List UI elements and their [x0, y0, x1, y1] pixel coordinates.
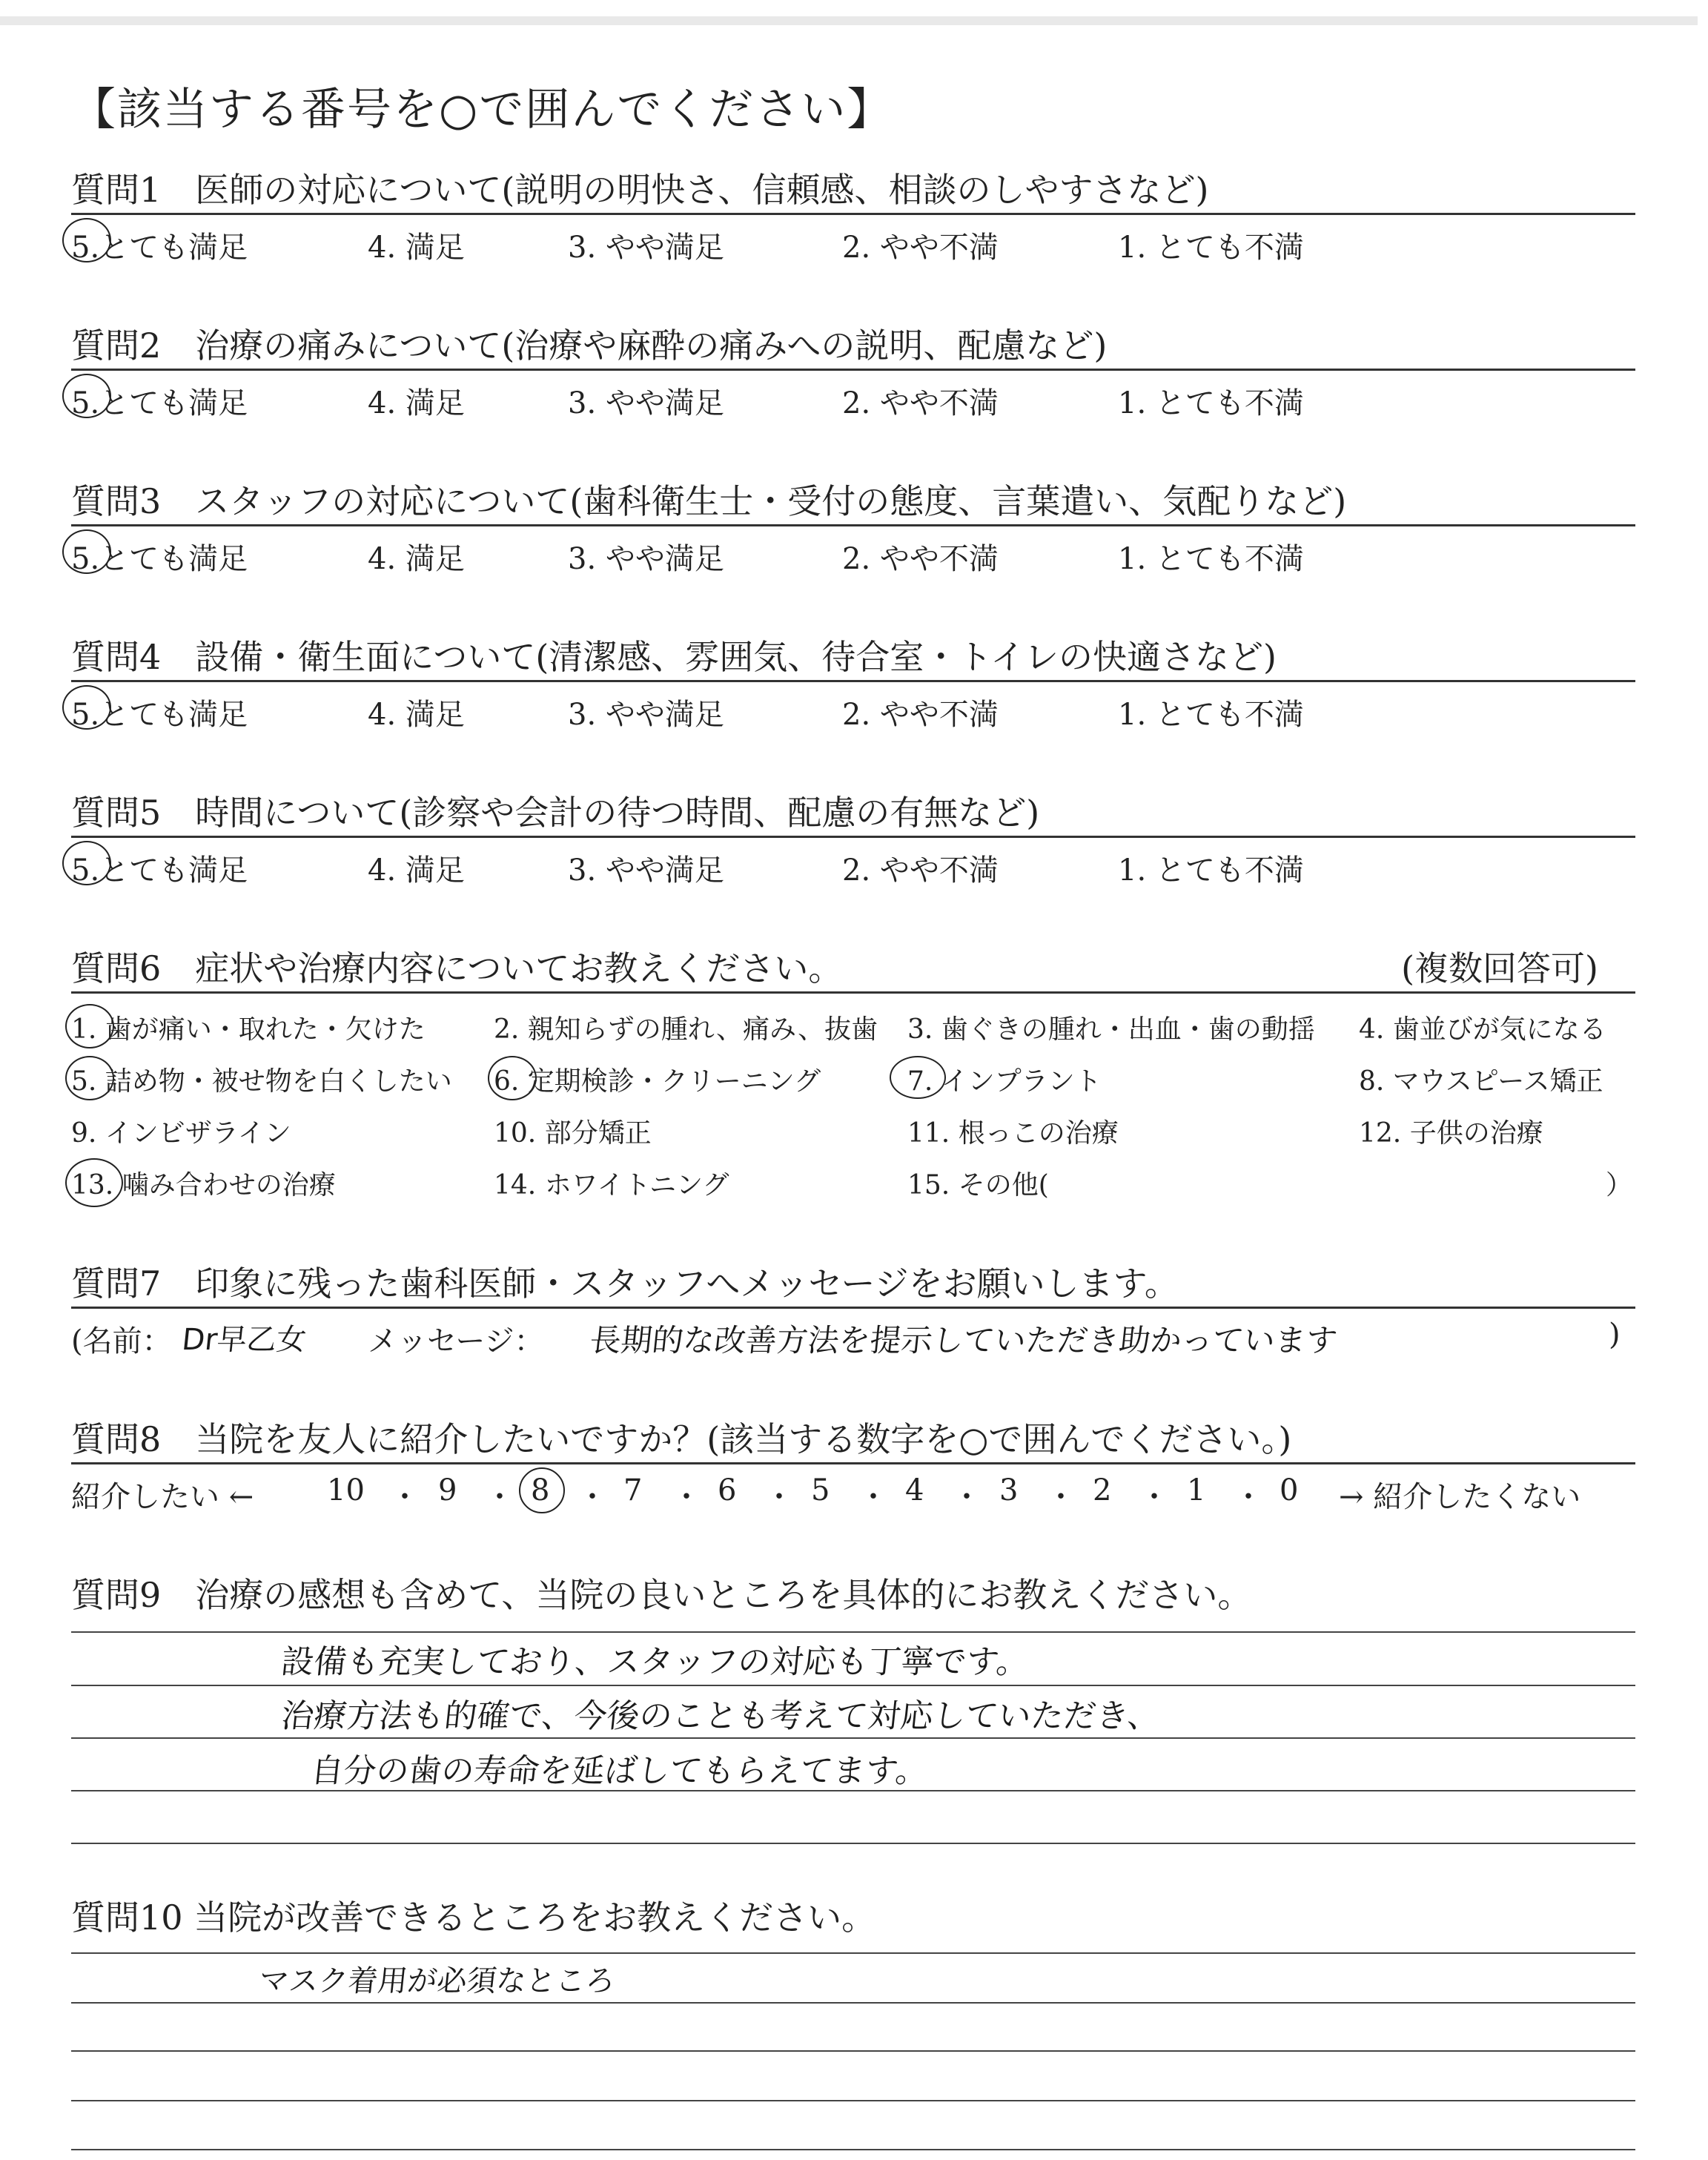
- q5-option-3[interactable]: 3. やや満足: [568, 853, 724, 888]
- answer-line: [71, 2149, 1635, 2150]
- answer-line: [71, 1843, 1635, 1844]
- q1-option-5[interactable]: 5.とても満足: [71, 231, 248, 265]
- question-7-message-row: [71, 1309, 1635, 1361]
- multiple-answer-note: (複数回答可): [1401, 948, 1598, 988]
- question-2-label: 質問2 治療の痛みについて(治療や麻酔の痛みへの説明、配慮など): [71, 323, 1635, 371]
- question-3-options: [71, 526, 1635, 578]
- q5-option-4[interactable]: 4. 満足: [368, 853, 465, 888]
- q4-option-1[interactable]: 1. とても不満: [1118, 698, 1304, 732]
- question-9: [71, 1572, 1635, 1618]
- question-6-text: 質問6 症状や治療内容についてお教えください。: [71, 948, 843, 988]
- q6-option-14[interactable]: 14. ホワイトニング: [494, 1170, 729, 1200]
- answer-line: [71, 1685, 1635, 1686]
- answer-line: [71, 2100, 1635, 2101]
- question-4: [71, 634, 1635, 734]
- question-3: [71, 478, 1635, 578]
- question-4-options: [71, 682, 1635, 734]
- question-4-label: 質問4 設備・衛生面について(清潔感、雰囲気、待合室・トイレの快適さなど): [71, 634, 1635, 682]
- q6-other-close: ）: [1606, 1170, 1633, 1200]
- q5-option-5[interactable]: 5.とても満足: [71, 853, 248, 888]
- question-5: [71, 790, 1635, 890]
- question-9-label: 質問9 治療の感想も含めて、当院の良いところを具体的にお教えください。: [71, 1575, 1252, 1615]
- q6-option-5[interactable]: 5. 詰め物・被せ物を白くしたい: [71, 1066, 452, 1097]
- scale-2[interactable]: 2: [1093, 1473, 1112, 1507]
- scale-dot: ・: [764, 1480, 794, 1514]
- scale-dot: ・: [1139, 1480, 1169, 1514]
- message-close: ): [1609, 1318, 1621, 1352]
- q2-option-1[interactable]: 1. とても不満: [1118, 386, 1304, 420]
- scale-dot: ・: [858, 1480, 888, 1514]
- q6-option-8[interactable]: 8. マウスピース矯正: [1359, 1066, 1603, 1097]
- q6-option-9[interactable]: 9. インビザライン: [71, 1118, 291, 1149]
- q6-option-10[interactable]: 10. 部分矯正: [494, 1118, 652, 1149]
- q6-option-6[interactable]: 6. 定期検診・クリーニング: [494, 1066, 821, 1097]
- question-10-label: 質問10 当院が改善できるところをお教えください。: [71, 1898, 876, 1938]
- scale-dot: ・: [952, 1480, 982, 1514]
- q1-option-4[interactable]: 4. 満足: [368, 231, 465, 265]
- q1-option-3[interactable]: 3. やや満足: [568, 231, 724, 265]
- scale-dot: ・: [1046, 1480, 1076, 1514]
- scale-5[interactable]: 5: [811, 1473, 830, 1507]
- scan-edge: [0, 16, 1698, 25]
- q6-circle-1: [65, 1004, 114, 1048]
- q5-selection-circle: [62, 841, 111, 885]
- q4-option-2[interactable]: 2. やや不満: [842, 698, 999, 732]
- question-6-label: [71, 945, 1635, 994]
- scale-dot: ・: [1234, 1480, 1263, 1514]
- q1-selection-circle: [62, 218, 111, 262]
- q3-option-1[interactable]: 1. とても不満: [1118, 542, 1304, 576]
- q6-option-7[interactable]: 7. インプラント: [907, 1066, 1102, 1097]
- q1-option-1[interactable]: 1. とても不満: [1118, 231, 1304, 265]
- message-label: メッセージ：: [368, 1324, 544, 1358]
- q6-option-13[interactable]: 13. 噛み合わせの治療: [71, 1170, 336, 1200]
- answer-line: [71, 1631, 1635, 1633]
- q3-option-2[interactable]: 2. やや不満: [842, 542, 999, 576]
- question-8: [71, 1416, 1635, 1516]
- question-6-options: [71, 994, 1635, 1201]
- question-8-label: 質問8 当院を友人に紹介したいですか？(該当する数字を○で囲んでください。): [71, 1416, 1635, 1464]
- q3-option-3[interactable]: 3. やや満足: [568, 542, 724, 576]
- question-1-options: [71, 215, 1635, 267]
- q2-selection-circle: [62, 374, 111, 418]
- scale-left-label: 紹介したい ←: [71, 1480, 254, 1514]
- scale-6[interactable]: 6: [718, 1473, 737, 1507]
- q1-option-2[interactable]: 2. やや不満: [842, 231, 999, 265]
- q6-option-1[interactable]: 1. 歯が痛い・取れた・欠けた: [71, 1014, 426, 1045]
- q5-option-2[interactable]: 2. やや不満: [842, 853, 999, 888]
- scale-8[interactable]: 8: [531, 1473, 550, 1507]
- question-6: [71, 945, 1635, 1201]
- q6-option-12[interactable]: 12. 子供の治療: [1359, 1118, 1543, 1149]
- scale-selection-circle: [519, 1467, 565, 1513]
- q6-option-11[interactable]: 11. 根っこの治療: [907, 1118, 1119, 1149]
- q2-option-4[interactable]: 4. 満足: [368, 386, 465, 420]
- q6-circle-13: [65, 1158, 123, 1207]
- question-2-options: [71, 371, 1635, 423]
- q5-option-1[interactable]: 1. とても不満: [1118, 853, 1304, 888]
- q3-selection-circle: [62, 529, 111, 574]
- name-label: (名前：: [71, 1324, 172, 1358]
- answer-line: [71, 1952, 1635, 1954]
- scale-9[interactable]: 9: [438, 1473, 457, 1507]
- q3-option-4[interactable]: 4. 満足: [368, 542, 465, 576]
- answer-line: [71, 2050, 1635, 2052]
- page-title: 【該当する番号を○で囲んでください】: [71, 84, 893, 136]
- scale-7[interactable]: 7: [623, 1473, 643, 1507]
- question-2: [71, 323, 1635, 423]
- q6-option-15[interactable]: 15. その他(: [907, 1170, 1049, 1200]
- scale-1[interactable]: 1: [1187, 1473, 1206, 1507]
- question-7-label: 質問7 印象に残った歯科医師・スタッフへメッセージをお願いします。: [71, 1261, 1635, 1309]
- message-value[interactable]: 長期的な改善方法を提示していただき助かっています: [588, 1322, 1340, 1358]
- scale-3[interactable]: 3: [999, 1473, 1019, 1507]
- q2-option-5[interactable]: 5.とても満足: [71, 386, 248, 420]
- scale-0[interactable]: 0: [1280, 1473, 1299, 1507]
- question-7: [71, 1261, 1635, 1361]
- q6-circle-6: [488, 1056, 537, 1100]
- scale-4[interactable]: 4: [905, 1473, 924, 1507]
- q4-selection-circle: [62, 685, 111, 730]
- question-5-label: 質問5 時間について(診察や会計の待つ時間、配慮の有無など): [71, 790, 1635, 838]
- q6-option-4[interactable]: 4. 歯並びが気になる: [1359, 1014, 1606, 1045]
- q4-option-3[interactable]: 3. やや満足: [568, 698, 724, 732]
- scale-dot: ・: [390, 1480, 420, 1514]
- scale-10[interactable]: 10: [327, 1473, 365, 1507]
- q6-circle-7: [890, 1056, 946, 1099]
- q9-answer-line-1[interactable]: 設備も充実しており、スタッフの対応も丁寧です。: [279, 1643, 1031, 1681]
- q2-option-2[interactable]: 2. やや不満: [842, 386, 999, 420]
- question-3-label: 質問3 スタッフの対応について(歯科衛生士・受付の態度、言葉遣い、気配りなど): [71, 478, 1635, 526]
- scale-dot: ・: [485, 1480, 514, 1514]
- q9-answer-line-3[interactable]: 自分の歯の寿命を延ばしてもらえてます。: [308, 1752, 930, 1790]
- q10-answer-line-1[interactable]: マスク着用が必須なところ: [257, 1964, 618, 1998]
- q9-answer-line-2[interactable]: 治療方法も的確で、今後のことも考えて対応していただき、: [279, 1697, 1162, 1735]
- q6-option-2[interactable]: 2. 親知らずの腫れ、痛み、抜歯: [494, 1014, 878, 1045]
- staff-name-value[interactable]: Dr早乙女: [180, 1323, 308, 1357]
- q6-option-3[interactable]: 3. 歯ぐきの腫れ・出血・歯の動揺: [907, 1014, 1315, 1045]
- q6-circle-5: [65, 1056, 114, 1100]
- answer-line: [71, 1737, 1635, 1739]
- q4-option-5[interactable]: 5.とても満足: [71, 698, 248, 732]
- q4-option-4[interactable]: 4. 満足: [368, 698, 465, 732]
- q2-option-3[interactable]: 3. やや満足: [568, 386, 724, 420]
- scale-dot: ・: [577, 1480, 607, 1514]
- scale-right-label: → 紹介したくない: [1339, 1480, 1581, 1514]
- question-1-label: 質問1 医師の対応について(説明の明快さ、信頼感、相談のしやすさなど): [71, 167, 1635, 215]
- q3-option-5[interactable]: 5.とても満足: [71, 542, 248, 576]
- scale-dot: ・: [672, 1480, 701, 1514]
- answer-line: [71, 2002, 1635, 2004]
- referral-scale: [71, 1464, 1635, 1516]
- question-1: [71, 167, 1635, 267]
- question-10: [71, 1895, 1635, 1941]
- question-5-options: [71, 838, 1635, 890]
